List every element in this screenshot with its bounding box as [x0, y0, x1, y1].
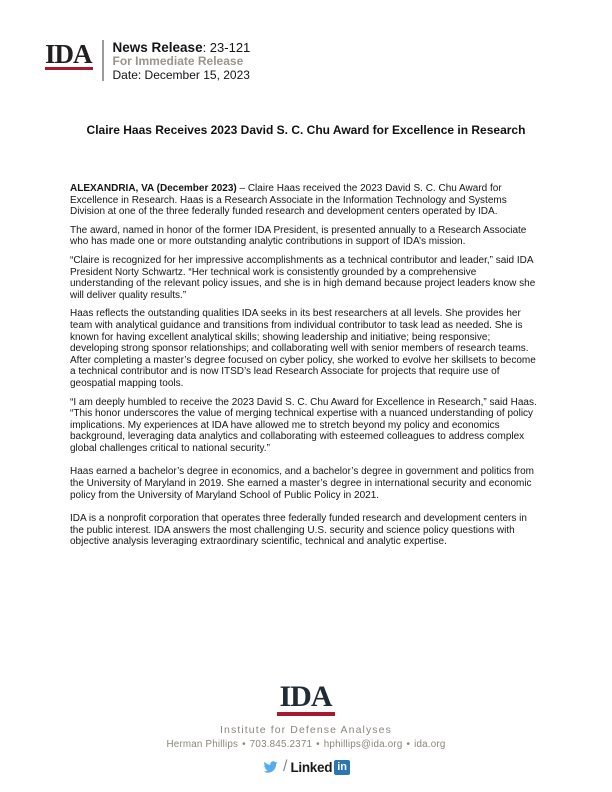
- ida-footer-logo: [277, 680, 334, 716]
- ida-footer-logo-text: IDA: [279, 680, 332, 713]
- header-text-block: [113, 40, 251, 82]
- ida-logo: [45, 41, 93, 70]
- twitter-icon[interactable]: [262, 760, 279, 774]
- paragraph-text: Haas reflects the outstanding qualities IDA seeks in its best researchers at all levels. She provides her team with analytical guidance and transitions from individual contributor to task lead as needed. She is known for having excellent analytical skills; showing leadership and initiative; being responsive; developing strong sponsor relationships; and collaborating well with senior members of research teams. After completing a master’s degree focused on cyber policy, she worked to evolve her skillsets to become a technical contributor and is now ITSD’s lead Research Associate for projects that require use of geospatial mapping tools.: [70, 308, 536, 389]
- contact-website[interactable]: ida.org: [414, 739, 446, 750]
- header-divider: [102, 40, 104, 81]
- linkedin-icon[interactable]: in: [334, 760, 350, 775]
- slash-separator: /: [283, 758, 288, 775]
- paragraph-dateline: [70, 183, 541, 218]
- bullet-separator: •: [242, 739, 246, 750]
- bullet-separator: •: [316, 739, 320, 750]
- paragraph-schwartz-quote: [70, 255, 541, 301]
- date-line: Date: December 15, 2023: [112, 68, 250, 82]
- news-release-label: News Release: [112, 40, 203, 55]
- social-links: [0, 758, 612, 776]
- page-footer: [0, 680, 612, 776]
- contact-line: [0, 739, 612, 751]
- page-title: Claire Haas Receives 2023 David S. C. Chu Award for Excellence in Research: [86, 123, 526, 137]
- paragraph-award: [70, 225, 541, 248]
- organization-name: Institute for Defense Analyses: [220, 724, 392, 736]
- masthead: [45, 40, 250, 82]
- paragraph-boilerplate: [70, 513, 541, 548]
- immediate-release-line: For Immediate Release: [112, 54, 244, 68]
- release-number: : 23-121: [202, 40, 251, 55]
- contact-name: Herman Phillips: [166, 739, 239, 750]
- paragraph-text: Haas earned a bachelor’s degree in economics, and a bachelor’s degree in government and politics from the University of Maryland in 2019. She earned a master’s degree in international security and economic policy from the University of Maryland School of Public Policy in 2021.: [70, 466, 534, 501]
- paragraph-text: The award, named in honor of the former IDA President, is presented annually to a Research Associate who has made one or more outstanding analytic contributions in support of IDA’s mission.: [70, 224, 527, 248]
- news-release-line: [113, 40, 251, 55]
- paragraph-text: IDA is a nonprofit corporation that operates three federally funded research and development centers in the public interest. IDA answers the most challenging U.S. security and science policy questions with objective analysis leveraging extraordinary scientific, technical and analytic expertise.: [70, 513, 527, 548]
- paragraph-qualities: [70, 308, 541, 389]
- paragraph-text: “Claire is recognized for her impressive accomplishments as a technical contributor and leader,” said IDA President Norty Schwartz. “Her technical work is consistently grounded by a comprehensive understanding of the relevant policy issues, and she is in high demand because project leaders know she will deliver quality results.”: [70, 254, 536, 301]
- ida-logo-text: IDA: [45, 39, 92, 69]
- footer-logo-row: [0, 680, 612, 716]
- linkedin-wordmark[interactable]: Linked: [290, 759, 333, 775]
- paragraph-education: [70, 466, 541, 501]
- paragraph-haas-quote: [70, 397, 541, 455]
- body-copy: [70, 183, 541, 555]
- dateline-lead: ALEXANDRIA, VA (December 2023): [70, 183, 237, 194]
- bullet-separator: •: [406, 739, 411, 750]
- paragraph-text: – Claire Haas received the 2023 David S. C. Chu Award for Excellence in Research. Haas is a Research Associate in the Information Technology and Systems Division at one of the three federally funded research and development centers operated by IDA.: [70, 183, 507, 218]
- paragraph-text: “I am deeply humbled to receive the 2023 David S. C. Chu Award for Excellence in Research,” said Haas. “This honor underscores the value of merging technical expertise with a nuanced understanding of policy implications. My experiences at IDA have allowed me to stretch beyond my policy and economics background, leveraging data analytics and collaborating with esteemed colleagues to address complex global challenges critical to national security.”: [70, 396, 537, 454]
- contact-email[interactable]: hphillips@ida.org: [323, 739, 403, 750]
- contact-phone: 703.845.2371: [249, 739, 313, 750]
